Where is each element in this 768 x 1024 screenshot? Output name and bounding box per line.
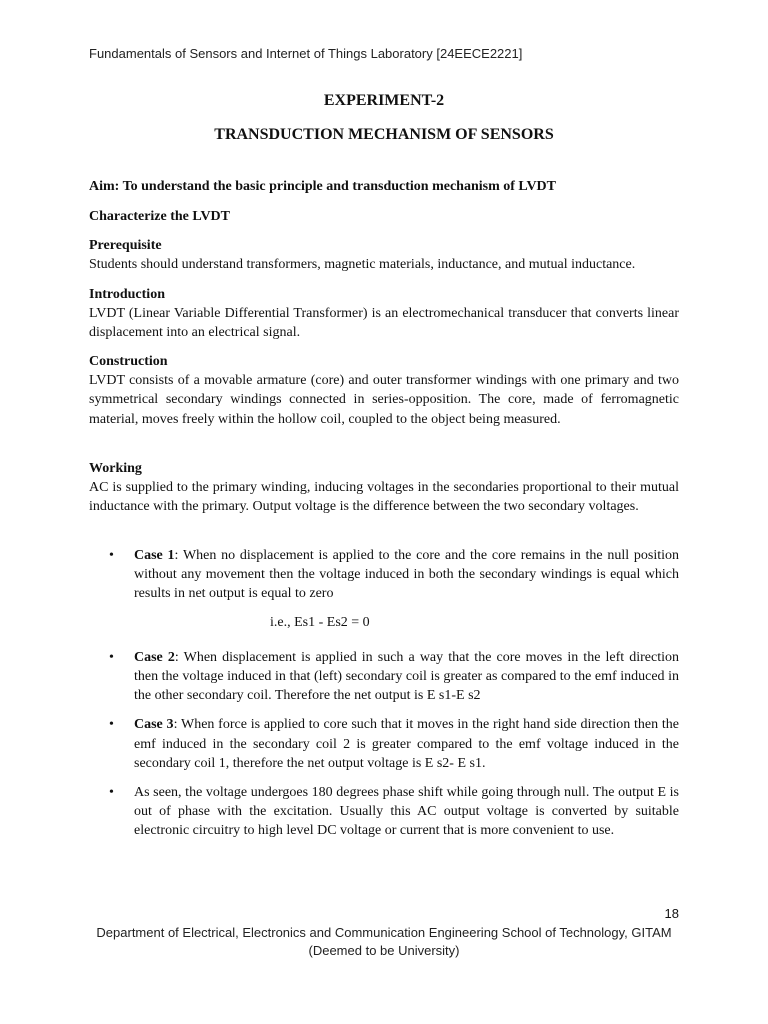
experiment-subject: TRANSDUCTION MECHANISM OF SENSORS bbox=[214, 126, 554, 143]
characterize-heading: Characterize the LVDT bbox=[89, 209, 231, 224]
working-section bbox=[89, 459, 679, 517]
case-label: Case 2 bbox=[134, 649, 175, 665]
aim-statement: Aim: To understand the basic principle and transduction mechanism of LVDT bbox=[89, 179, 557, 194]
bullet-icon: • bbox=[109, 548, 114, 563]
list-item bbox=[89, 648, 679, 706]
case-text: : When displacement is applied in such a way that the core moves in the left direction then the voltage induced in that (left) secondary coil is greater as compared to the emf induced in the other secondary coil. Therefore the net output is E s1-E s2 bbox=[134, 649, 679, 704]
footer-department: Department of Electrical, Electronics and Communication Engineering School of Technology, GITAM bbox=[96, 925, 672, 940]
equation: i.e., Es1 - Es2 = 0 bbox=[270, 614, 370, 630]
construction-heading: Construction bbox=[89, 354, 168, 369]
list-item bbox=[89, 783, 679, 841]
footer-university: (Deemed to be University) bbox=[308, 943, 460, 958]
introduction-heading: Introduction bbox=[89, 287, 165, 302]
case-label: Case 3 bbox=[134, 717, 174, 733]
bullet-icon: • bbox=[109, 785, 114, 801]
working-heading: Working bbox=[89, 461, 142, 476]
page-number: 18 bbox=[664, 906, 679, 921]
bullet-icon: • bbox=[109, 717, 114, 733]
case-text: As seen, the voltage undergoes 180 degrees phase shift while going through null. The output E is out of phase with the excitation. Usually this AC output voltage is converted by suitable electronic circuitry to high level DC voltage or current that is more convenient to use. bbox=[134, 785, 679, 839]
prerequisite-section bbox=[89, 236, 679, 274]
working-text: AC is supplied to the primary winding, inducing voltages in the secondaries proportional to their mutual inductance with the primary. Output voltage is the difference between the two secondary voltages. bbox=[89, 480, 679, 515]
bullet-icon: • bbox=[109, 649, 114, 665]
list-item bbox=[89, 546, 679, 632]
page-header: Fundamentals of Sensors and Internet of Things Laboratory [24EECE2221] bbox=[89, 46, 523, 61]
case-text: : When force is applied to core such that it moves in the right hand side direction then the emf induced in the secondary coil 2 is greater compared to the emf voltage induced in the secondary coil 1, therefore the net output voltage is E s2- E s1. bbox=[134, 717, 679, 771]
construction-section bbox=[89, 352, 679, 429]
list-item bbox=[89, 715, 679, 773]
experiment-title: EXPERIMENT-2 bbox=[323, 92, 445, 109]
introduction-section bbox=[89, 285, 679, 343]
cases-list bbox=[89, 546, 679, 841]
prerequisite-heading: Prerequisite bbox=[89, 238, 162, 253]
construction-text: LVDT consists of a movable armature (core) and outer transformer windings with one primary and two symmetrical secondary windings connected in series-opposition. The core, made of ferromagnetic material, moves freely within the hollow coil, coupled to the object being measured. bbox=[89, 373, 679, 427]
introduction-text: LVDT (Linear Variable Differential Transformer) is an electromechanical transducer that converts linear displacement into an electrical signal. bbox=[89, 306, 679, 341]
case-label: Case 1 bbox=[134, 548, 175, 563]
prerequisite-text: Students should understand transformers, magnetic materials, inductance, and mutual inductance. bbox=[89, 257, 636, 273]
case-text: : When no displacement is applied to the core and the core remains in the null position without any movement then the voltage induced in both the secondary windings is equal which results in net output is equal to zero bbox=[134, 548, 679, 602]
